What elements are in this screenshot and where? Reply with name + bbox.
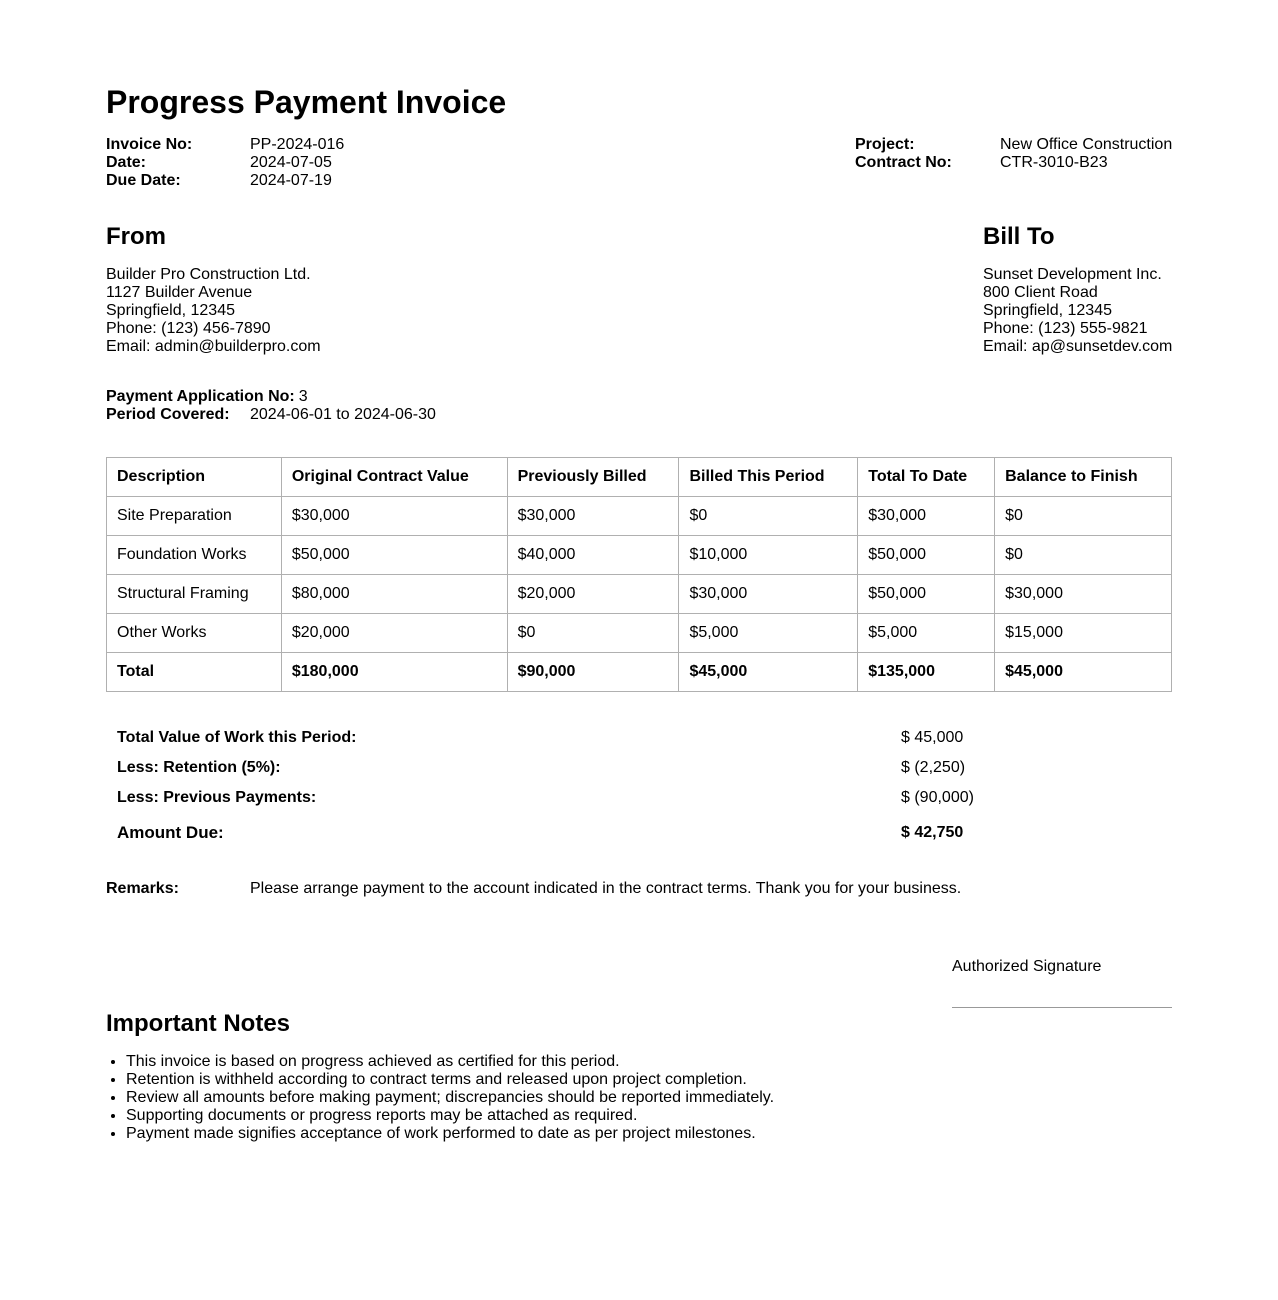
- project-name: New Office Construction: [1000, 136, 1173, 153]
- table-cell: $15,000: [995, 614, 1172, 653]
- contract-no-label: Contract No:: [855, 154, 952, 171]
- table-cell: $50,000: [281, 536, 507, 575]
- table-row: [107, 614, 1172, 653]
- due-date: 2024-07-19: [250, 172, 332, 189]
- progress-table: [106, 457, 1172, 692]
- bill-to-line: Email: ap@sunsetdev.com: [983, 338, 1173, 355]
- project-meta: [855, 136, 1172, 172]
- invoice-date: 2024-07-05: [250, 154, 332, 171]
- summary-row: [117, 786, 1017, 816]
- from-line: Springfield, 12345: [106, 302, 235, 319]
- invoice-no-label: Invoice No:: [106, 136, 193, 153]
- remarks: [106, 880, 961, 898]
- table-header-row: [107, 458, 1172, 497]
- due-date-label: Due Date:: [106, 172, 181, 189]
- period-covered: 2024-06-01 to 2024-06-30: [250, 406, 436, 423]
- from-line: Builder Pro Construction Ltd.: [106, 266, 311, 283]
- table-cell: $5,000: [679, 614, 858, 653]
- total-cell: $45,000: [995, 653, 1172, 692]
- table-cell: $30,000: [858, 497, 995, 536]
- payment-app-no: 3: [298, 388, 308, 405]
- payment-app-label: Payment Application No:: [106, 388, 295, 405]
- invoice-no: PP-2024-016: [250, 136, 345, 153]
- from-heading: From: [106, 223, 166, 250]
- previous-payments-value: $ (90,000): [901, 789, 974, 806]
- table-row: [107, 497, 1172, 536]
- project-label: Project:: [855, 136, 915, 153]
- column-header: Original Contract Value: [281, 458, 507, 497]
- bill-to-line: Phone: (123) 555-9821: [983, 320, 1148, 337]
- payment-application: [106, 388, 436, 424]
- remarks-label: Remarks:: [106, 880, 179, 897]
- table-cell: Site Preparation: [107, 497, 282, 536]
- total-cell: $90,000: [507, 653, 679, 692]
- table-cell: Other Works: [107, 614, 282, 653]
- table-cell: $20,000: [507, 575, 679, 614]
- table-cell: Structural Framing: [107, 575, 282, 614]
- table-cell: $30,000: [507, 497, 679, 536]
- from-line: Phone: (123) 456-7890: [106, 320, 271, 337]
- list-item: • This invoice is based on progress achieved as certified for this period.: [126, 1053, 774, 1071]
- table-row: [107, 575, 1172, 614]
- notes-list: [106, 1053, 774, 1143]
- signature-line: [952, 1007, 1172, 1008]
- work-value-label: Total Value of Work this Period:: [117, 729, 357, 746]
- bill-to-heading: Bill To: [983, 223, 1055, 250]
- list-item: • Supporting documents or progress reports may be attached as required.: [126, 1107, 774, 1125]
- list-item: • Payment made signifies acceptance of work performed to date as per project milestones.: [126, 1125, 774, 1143]
- period-label: Period Covered:: [106, 406, 230, 423]
- payment-summary: [117, 726, 1017, 850]
- retention-value: $ (2,250): [901, 759, 966, 776]
- table-cell: $0: [995, 536, 1172, 575]
- column-header: Balance to Finish: [995, 458, 1172, 497]
- page-title: Progress Payment Invoice: [106, 84, 507, 120]
- table-cell: $30,000: [679, 575, 858, 614]
- from-address: [106, 266, 321, 356]
- table-cell: $30,000: [281, 497, 507, 536]
- amount-due-row: [117, 816, 1017, 850]
- column-header: Total To Date: [858, 458, 995, 497]
- summary-row: [117, 756, 1017, 786]
- list-item: • Review all amounts before making payment; discrepancies should be reported immediately.: [126, 1089, 774, 1107]
- table-cell: $50,000: [858, 536, 995, 575]
- table-cell: $40,000: [507, 536, 679, 575]
- table-cell: $10,000: [679, 536, 858, 575]
- notes-heading: Important Notes: [106, 1010, 291, 1037]
- date-label: Date:: [106, 154, 147, 171]
- from-line: Email: admin@builderpro.com: [106, 338, 321, 355]
- column-header: Billed This Period: [679, 458, 858, 497]
- table-cell: $0: [995, 497, 1172, 536]
- bill-to-line: Sunset Development Inc.: [983, 266, 1162, 283]
- table-cell: $20,000: [281, 614, 507, 653]
- summary-row: [117, 726, 1017, 756]
- table-cell: $5,000: [858, 614, 995, 653]
- amount-due-label: Amount Due:: [117, 823, 224, 842]
- bill-to-line: Springfield, 12345: [983, 302, 1112, 319]
- invoice-meta: [106, 136, 344, 190]
- list-item: • Retention is withheld according to contract terms and released upon project completion.: [126, 1071, 774, 1089]
- table-row: [107, 536, 1172, 575]
- total-cell: Total: [107, 653, 282, 692]
- table-cell: Foundation Works: [107, 536, 282, 575]
- signature-label: Authorized Signature: [952, 958, 1102, 975]
- work-value: $ 45,000: [901, 729, 964, 746]
- table-cell: $80,000: [281, 575, 507, 614]
- total-cell: $180,000: [281, 653, 507, 692]
- table-cell: $0: [507, 614, 679, 653]
- signature-block: [952, 958, 1172, 1008]
- retention-label: Less: Retention (5%):: [117, 759, 281, 776]
- from-line: 1127 Builder Avenue: [106, 284, 253, 301]
- contract-no: CTR-3010-B23: [1000, 154, 1108, 171]
- total-cell: $45,000: [679, 653, 858, 692]
- bill-to-line: 800 Client Road: [983, 284, 1098, 301]
- bill-to-address: [983, 266, 1172, 356]
- column-header: Previously Billed: [507, 458, 679, 497]
- previous-payments-label: Less: Previous Payments:: [117, 789, 317, 806]
- table-cell: $0: [679, 497, 858, 536]
- table-cell: $30,000: [995, 575, 1172, 614]
- column-header: Description: [107, 458, 282, 497]
- table-cell: $50,000: [858, 575, 995, 614]
- total-cell: $135,000: [858, 653, 995, 692]
- remarks-text: Please arrange payment to the account indicated in the contract terms. Thank you for your business.: [250, 880, 962, 897]
- amount-due-value: $ 42,750: [901, 824, 964, 841]
- table-total-row: [107, 653, 1172, 692]
